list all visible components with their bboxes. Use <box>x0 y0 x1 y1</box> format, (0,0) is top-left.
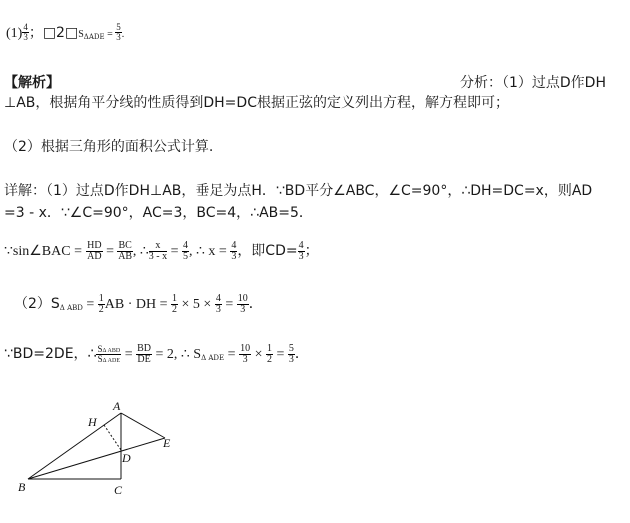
triangle-figure <box>0 390 200 520</box>
detail-line-2: =3 - x．∵∠C=90°，AC=3，BC=4，∴AB=5． <box>4 205 313 221</box>
sin-start: ∵sin∠BAC = <box>4 244 82 259</box>
answer-tail: . <box>121 29 125 40</box>
label-e: E <box>163 436 171 450</box>
segment-hd-dashed <box>104 425 121 450</box>
area-abd-line <box>14 293 263 316</box>
half-frac-3: $\frac{1}{2}$ <box>266 342 272 365</box>
eq: = <box>224 347 240 362</box>
sin-frac-hd-ad: $\frac{HD}{AD}$ <box>87 239 102 262</box>
ade-sub: Δ ADE <box>201 354 225 362</box>
label-b: B <box>18 480 26 494</box>
four-thirds: $\frac{4}{3}$ <box>215 292 221 315</box>
segment-ae <box>121 413 165 438</box>
detail-line-1: 详解：（1）过点D作DH⊥AB，垂足为点H．∵BD平分∠ABC，∠C=90°，∴DH=DC=x，则AD <box>4 183 593 199</box>
analysis-line-3: （2）根据三角形的面积公式计算. <box>4 139 214 155</box>
answer-separator: ；□2□ <box>28 25 79 41</box>
sin-frac-bc-ab: $\frac{BC}{AB}$ <box>118 239 133 262</box>
eq: = <box>272 347 288 362</box>
therefore-x: , ∴ x = <box>189 244 231 259</box>
ratio-start: ∵BD=2DE，∴ <box>4 346 97 362</box>
ab-dh: AB · DH = <box>104 297 172 312</box>
times: × <box>251 347 266 362</box>
semicolon: ； <box>304 243 319 259</box>
segment-be <box>28 438 165 479</box>
ratio-line <box>4 343 309 366</box>
eq: = <box>221 297 237 312</box>
label-a: A <box>113 399 121 413</box>
label-c: C <box>114 483 123 497</box>
label-d: D <box>122 451 131 465</box>
area-abd-sub: Δ ABD <box>59 304 83 312</box>
half-frac-2: $\frac{1}{2}$ <box>172 292 178 315</box>
half-frac: $\frac{1}{2}$ <box>98 292 104 315</box>
ten-thirds-2: $\frac{10}{3}$ <box>240 342 251 365</box>
area-symbol: S <box>78 29 84 40</box>
five-thirds: $\frac{5}{3}$ <box>288 342 294 365</box>
answer-frac-2: $\frac{5}{3}$ <box>116 21 121 42</box>
sin-frac-4-3: $\frac{4}{3}$ <box>231 239 237 262</box>
therefore: , ∴ <box>132 244 149 259</box>
answer-prefix: (1) <box>6 26 23 41</box>
times-5: × 5 × <box>178 297 215 312</box>
eq: = <box>82 297 98 312</box>
ten-thirds: $\frac{10}{3}$ <box>237 292 248 315</box>
segment-ba <box>28 413 121 479</box>
area-subscript: ΔADE <box>83 33 105 41</box>
sin-frac-x: $\frac{x}{3 - x}$ <box>148 239 168 262</box>
answer-frac-1: $\frac{4}{3}$ <box>23 21 28 42</box>
label-h: H <box>88 415 97 429</box>
eq: = <box>167 244 182 259</box>
cd-equals: ，即CD= <box>237 243 298 259</box>
equals: = <box>104 29 116 40</box>
period: ． <box>294 347 309 362</box>
equals-two: = 2, ∴ S <box>152 347 202 362</box>
cd-frac: $\frac{4}{3}$ <box>298 239 304 262</box>
sin-equation-line <box>4 240 319 263</box>
area-start: （2）S <box>14 296 60 312</box>
eq: = <box>102 244 118 259</box>
analysis-header: 【解析】 <box>4 75 60 91</box>
answer-line <box>6 22 124 42</box>
area-ratio-frac: $\frac{\text{SΔ ABD}}{\text{SΔ ADE}}$ <box>97 343 121 364</box>
period: ． <box>248 297 263 312</box>
bd-de-frac: $\frac{BD}{DE}$ <box>137 342 151 365</box>
analysis-line-2: ⊥AB，根据角平分线的性质得到DH=DC根据正弦的定义列出方程，解方程即可； <box>4 95 509 111</box>
sin-frac-4-5: $\frac{4}{5}$ <box>183 239 188 262</box>
eq: = <box>121 347 137 362</box>
analysis-right-text: 分析：（1）过点D作DH <box>460 75 606 91</box>
